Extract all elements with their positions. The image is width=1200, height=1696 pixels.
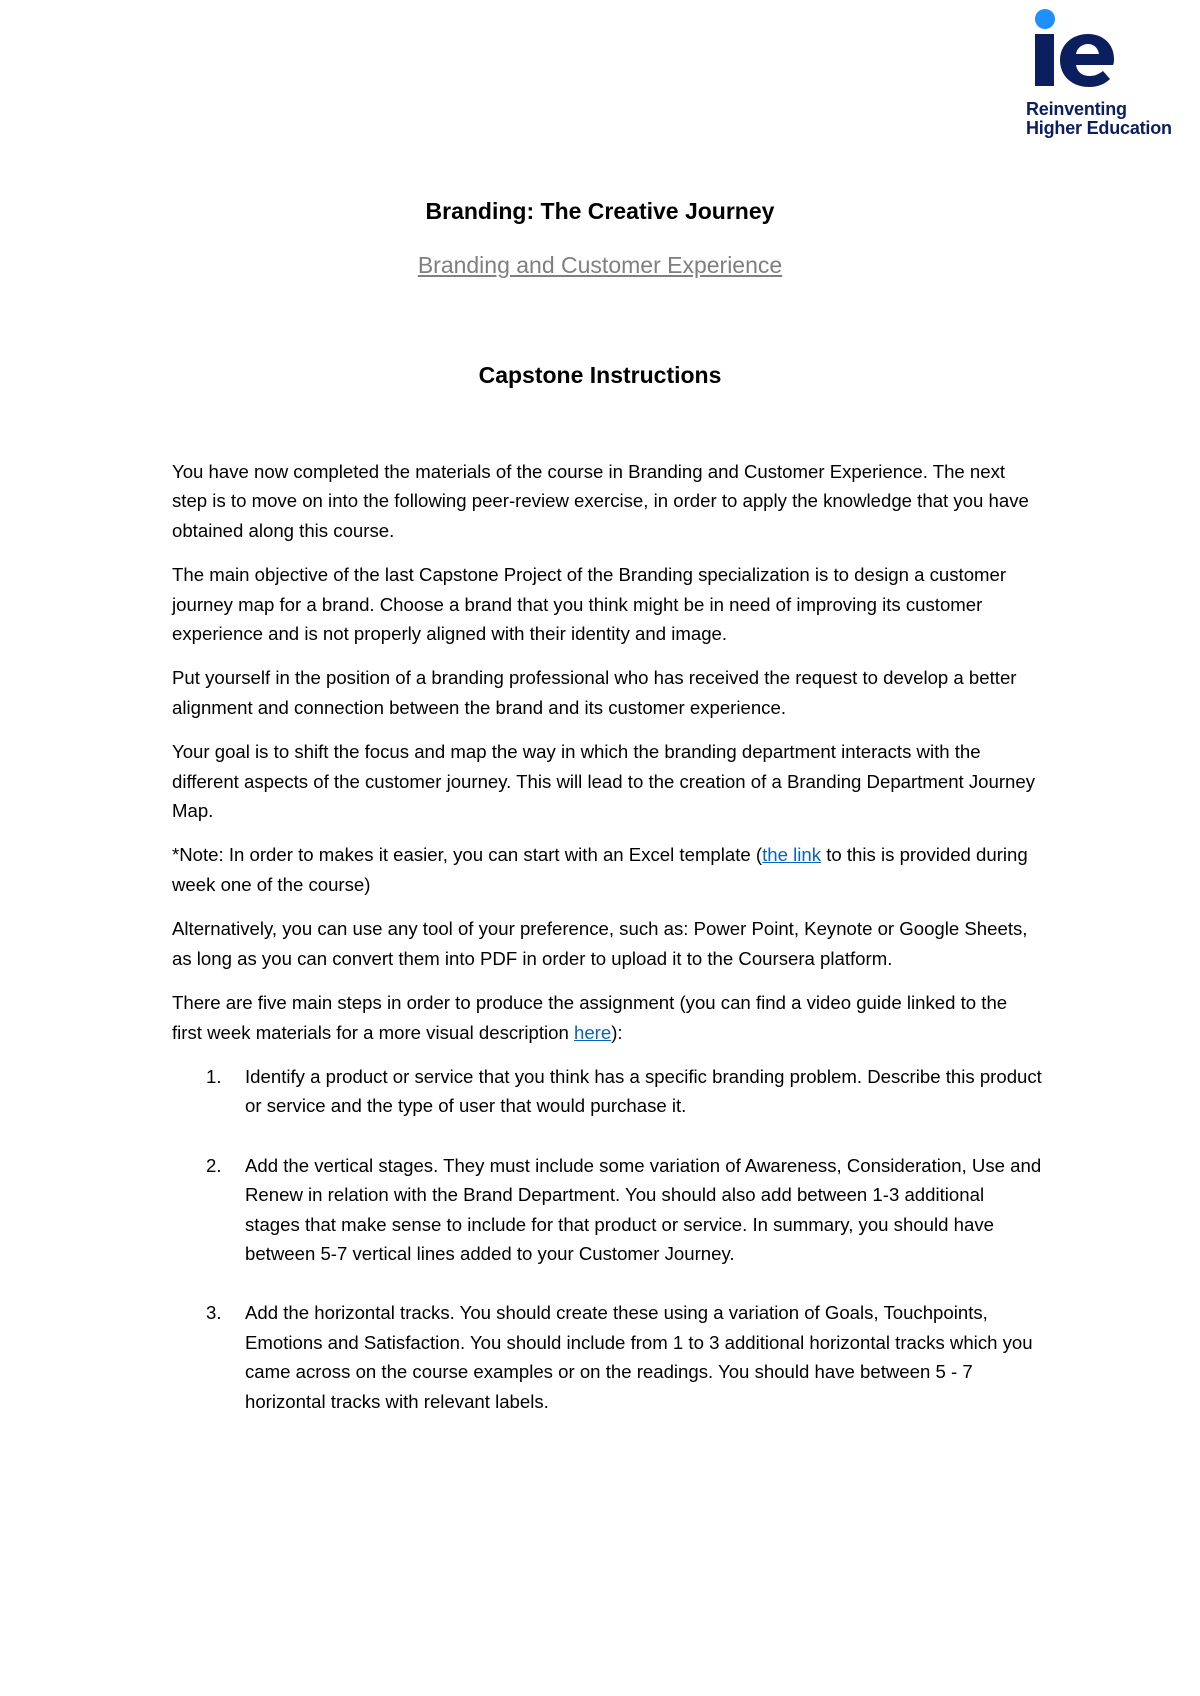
intro-text-after: ): — [611, 1021, 623, 1043]
step-text: Identify a product or service that you think has a specific branding problem. Describe this product or service and the type of user that would purchase it. — [245, 1065, 1042, 1117]
paragraph: Alternatively, you can use any tool of your preference, such as: Power Point, Keynote or Google Sheets, as long as you can convert them into PDF in order to upload it to the Coursera platform. — [172, 918, 1028, 969]
note-text-after: to this is provided during week one of the course) — [172, 844, 1028, 895]
note-text-before: *Note: In order to makes it easier, you can start with an Excel template ( — [172, 844, 763, 866]
intro-text-before: There are five main steps in order to produce the assignment (you can find a video guide linked to the first week materials for a more visual description — [172, 992, 1008, 1043]
list-item — [172, 1298, 1042, 1416]
document-title: Branding: The Creative Journey — [425, 198, 775, 224]
ie-logo-mark — [1026, 7, 1116, 97]
list-item — [172, 1062, 1042, 1121]
note-paragraph — [172, 840, 1042, 899]
logo-e-letter — [1060, 34, 1114, 87]
paragraph: Put yourself in the position of a branding professional who has received the request to develop a better alignment and connection between the brand and its customer experience. — [172, 667, 1017, 718]
section-heading: Capstone Instructions — [478, 362, 722, 388]
video-guide-link[interactable]: here — [573, 1021, 612, 1043]
template-link[interactable]: the link — [762, 844, 822, 866]
paragraph: Your goal is to shift the focus and map the way in which the branding department interacts with the different aspects of the customer journey. This will lead to the creation of a Branding Department Journey Map. — [172, 741, 1036, 822]
logo-dot — [1035, 9, 1055, 29]
step-number: 3. — [206, 1302, 222, 1324]
steps-intro-paragraph — [172, 988, 1042, 1047]
logo-tagline-line-2: Higher Education — [1026, 118, 1172, 138]
step-text: Add the vertical stages. They must include some variation of Awareness, Consideration, Use and Renew in relation with the Brand Department. You should also add between 1-3 additional stages that make sense to include for that product or service. In summary, you should have between 5-7 vertical lines added to your Customer Journey. — [245, 1154, 1042, 1264]
document-subtitle — [0, 252, 1200, 279]
paragraph: The main objective of the last Capstone Project of the Branding specialization is to design a customer journey map for a brand. Choose a brand that you think might be in need of improving its customer experience and is not properly aligned with their identity and image. — [172, 564, 1007, 645]
logo-tagline-line-1: Reinventing — [1026, 99, 1127, 119]
logo-i-stem — [1035, 34, 1054, 86]
subtitle-text: Branding and Customer Experience — [417, 252, 783, 278]
steps-list — [172, 1062, 1042, 1416]
step-number: 1. — [206, 1065, 222, 1087]
paragraph: You have now completed the materials of the course in Branding and Customer Experience. The next step is to move on into the following peer-review exercise, in order to apply the knowledge that you have obtained along this course. — [172, 461, 1029, 541]
step-number: 2. — [206, 1154, 222, 1176]
ie-logo — [1026, 7, 1186, 142]
step-text: Add the horizontal tracks. You should create these using a variation of Goals, Touchpoints, Emotions and Satisfaction. You should include from 1 to 3 additional horizontal tracks which you came across on the course examples or on the readings. You should have between 5 - 7 horizontal tracks with relevant labels. — [245, 1302, 1033, 1412]
list-item — [172, 1151, 1042, 1269]
document-body — [172, 457, 1042, 1446]
